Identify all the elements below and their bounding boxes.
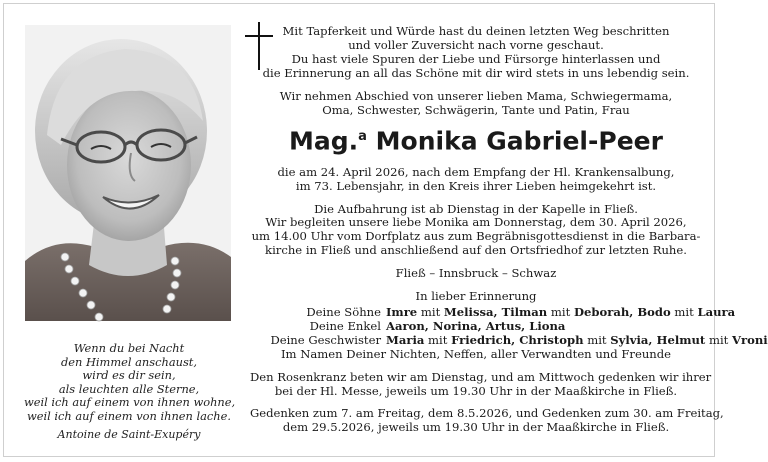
family-member-name: Friedrich, Christoph <box>451 332 584 347</box>
family-member-name: Vroni <box>732 332 768 347</box>
memorials-line: Gedenken zum 7. am Freitag, dem 8.5.2026, und Gedenken zum 30. am Freitag, <box>250 406 724 421</box>
funeral-line: um 14.00 Uhr vom Dorfplatz aus zum Begräbnisgottesdienst in die Barbara- <box>251 229 701 244</box>
family-names <box>386 305 735 319</box>
farewell-paragraph <box>250 90 702 118</box>
rosary-paragraph <box>250 369 712 399</box>
viewing-note: Die Aufbahrung ist ab Dienstag in der Kapelle in Fließ. <box>314 201 638 216</box>
family-row-sons <box>254 305 736 320</box>
connector-text: mit <box>547 305 574 320</box>
family-member-name: Laura <box>697 305 736 320</box>
intro-line: Mit Tapferkeit und Würde hast du deinen letzten Weg beschritten <box>282 24 670 38</box>
family-member-name: Deborah, Bodo <box>573 305 671 320</box>
poem-line: den Himmel anschaust, <box>60 354 198 369</box>
intro-line: und voller Zuversicht nach vorne geschaut. <box>348 37 604 52</box>
intro-paragraph <box>250 25 702 81</box>
rosary-line: Den Rosenkranz beten wir am Dienstag, und am Mittwoch gedenken wir ihrer <box>250 369 712 384</box>
rosary-line: bei der Hl. Messe, jeweils um 19.30 Uhr in der Maaßkirche in Fließ. <box>274 383 678 398</box>
poem-line: wird es dir sein, <box>82 368 176 383</box>
family-row-others: Im Namen Deiner Nichten, Neffen, aller Verwandten und Freunde <box>280 346 672 361</box>
connector-text: mit <box>670 305 698 320</box>
poem-author: Antoine de Saint-Exupéry <box>57 427 201 441</box>
deceased-name <box>250 123 702 155</box>
family-member-name: Melissa, Tilman <box>443 305 548 320</box>
connector-text: mit <box>417 305 444 320</box>
intro-line: Du hast viele Spuren der Liebe und Fürsorge hinterlassen und <box>291 51 661 66</box>
intro-line: die Erinnerung an all das Schöne mit dir wird stets in uns lebendig sein. <box>262 65 690 80</box>
places: Fließ – Innsbruck – Schwaz <box>395 266 557 281</box>
academic-title: Mag. <box>289 126 359 156</box>
family-list <box>254 305 768 362</box>
funeral-line: Wir begleiten unsere liebe Monika am Donnerstag, dem 30. April 2026, <box>265 215 687 230</box>
family-label: Deine Enkel <box>309 318 381 333</box>
obituary-text <box>250 24 768 435</box>
family-names <box>386 319 565 333</box>
family-member-name: Sylvia, Helmut <box>610 332 706 347</box>
family-names <box>386 333 768 347</box>
memorials-paragraph <box>250 406 724 435</box>
poem-line: als leuchten alle Sterne, <box>58 381 200 396</box>
family-row-siblings <box>254 332 768 348</box>
poem-line: weil ich auf einem von ihnen lache. <box>27 408 231 423</box>
academic-title-sup: a <box>358 129 367 145</box>
funeral-paragraph <box>250 216 702 258</box>
farewell-line: Wir nehmen Abschied von unserer lieben Mama, Schwiegermama, <box>279 88 673 103</box>
memorials-line: dem 29.5.2026, jeweils um 19.30 Uhr in der Maaßkirche in Fließ. <box>282 420 670 435</box>
farewell-line: Oma, Schwester, Schwägerin, Tante und Patin, Frau <box>322 102 630 117</box>
full-name: Monika Gabriel-Peer <box>375 126 663 156</box>
family-label: Deine Geschwister <box>270 332 381 347</box>
funeral-line: kirche in Fließ und anschließend auf den Ortsfriedhof zur letzten Ruhe. <box>265 243 687 258</box>
family-member-name: Imre <box>386 305 418 320</box>
connector-text: mit <box>705 332 733 347</box>
family-label: Deine Söhne <box>306 305 381 320</box>
death-line: im 73. Lebensjahr, in den Kreis ihrer Lieben heimgekehrt ist. <box>295 178 657 193</box>
family-member-name: Aaron, Norina, Artus, Liona <box>386 318 566 333</box>
connector-text: mit <box>424 332 452 347</box>
poem-line: Wenn du bei Nacht <box>73 341 185 355</box>
death-line: die am 24. April 2026, nach dem Empfang der Hl. Krankensalbung, <box>277 164 675 179</box>
poem <box>24 342 234 441</box>
poem-line: weil ich auf einem von ihnen wohne, <box>24 395 236 410</box>
family-row-grandchildren <box>254 320 702 334</box>
connector-text: mit <box>583 332 611 347</box>
death-paragraph <box>250 166 702 194</box>
portrait-photo <box>25 25 231 321</box>
family-member-name: Maria <box>386 332 425 347</box>
memory-heading: In lieber Erinnerung <box>415 289 537 304</box>
